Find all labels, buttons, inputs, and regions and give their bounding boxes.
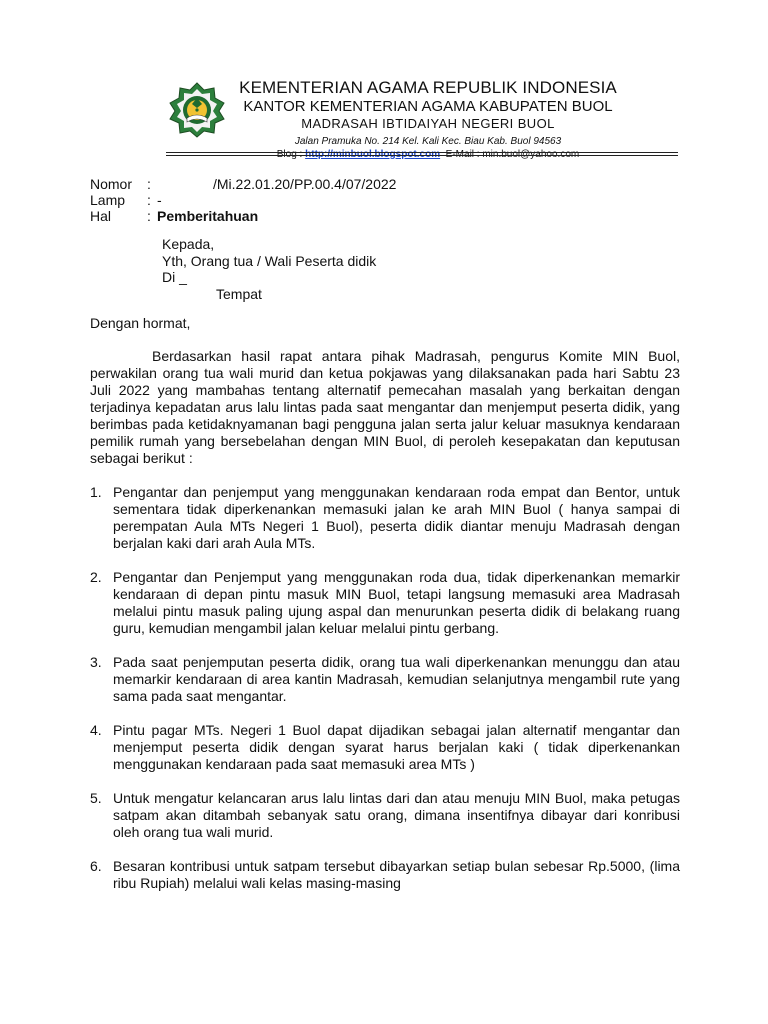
lamp-value: - [157, 192, 162, 208]
list-item-number: 5. [90, 789, 102, 806]
list-item-number: 4. [90, 721, 102, 738]
list-item-text: Pada saat penjemputan peserta didik, orang tua wali diperkenankan menunggu dan atau memarkir kendaraan di area kantin Madrasah, kemudian selanjutnya mengambil rute yang sama pada saat mengantar. [113, 653, 680, 704]
recipient-name: Yth, Orang tua / Wali Peserta didik [162, 252, 377, 269]
hal-colon: : [147, 208, 151, 224]
hal-value: Pemberitahuan [157, 208, 259, 224]
nomor-label: Nomor [90, 176, 133, 192]
nomor-value: /Mi.22.01.20/PP.00.4/07/2022 [213, 176, 397, 192]
list-item-text: Pintu pagar MTs. Negeri 1 Buol dapat dijadikan sebagai jalan alternatif mengantar dan menjemput peserta didik dengan syarat harus berjalan kaki ( tidak diperkenankan menggunakan kendaraan pada saat memasuki area MTs ) [113, 721, 680, 772]
list-item [90, 569, 680, 637]
office-title: KANTOR KEMENTERIAN AGAMA KABUPATEN BUOL [243, 98, 613, 115]
school-name: MADRASAH IBTIDAIYAH NEGERI BUOL [301, 116, 555, 131]
list-item-text: Pengantar dan penjemput yang menggunakan kendaraan roda empat dan Bentor, untuk sementara tidak diperkenankan memasuki jalan ke arah MIN Buol ( hanya sampai di perempatan Aula MTs Negeri 1 Buol), peserta didik diantar menuju Madrasah dengan berjalan kaki dari arah Aula MTs. [113, 483, 680, 551]
email-address: min.buol@yahoo.com [482, 149, 580, 160]
recipient-tempat: Tempat [216, 285, 262, 302]
blog-label: Blog : [276, 149, 306, 160]
letterhead-divider-thin [166, 155, 678, 156]
list-item-number: 1. [90, 483, 102, 500]
recipient-di: Di _ [162, 269, 187, 285]
list-item [90, 484, 680, 552]
list-item-number: 2. [90, 568, 102, 585]
ministry-title: KEMENTERIAN AGAMA REPUBLIK INDONESIA [239, 78, 617, 97]
nomor-colon: : [147, 176, 151, 192]
school-address: Jalan Pramuka No. 214 Kel. Kali Kec. Biau Kab. Buol 94563 [294, 136, 562, 147]
intro-paragraph: Berdasarkan hasil rapat antara pihak Madrasah, pengurus Komite MIN Buol, perwakilan orang tua wali murid dan ketua pokjawas yang dilaksanakan pada hari Sabtu 23 Juli 2022 yang mambahas tentang alternatif pemecahan masalah yang berkaitan dengan terjadinya kepadatan arus lalu lintas pada saat mengantar dan menjemput peserta didik, yang berimbas pada ketidaknyamanan bagi pengguna jalan serta jalur keluar masuknya kendaraan pemilik rumah yang bersebelahan dengan MIN Buol, di peroleh kesepakatan dan keputusan sebagai berikut : [90, 347, 680, 466]
list-item-number: 6. [90, 857, 102, 874]
list-item-number: 3. [90, 653, 102, 670]
recipient-block [162, 236, 680, 302]
decision-list [90, 484, 680, 892]
recipient-kepada: Kepada, [162, 236, 215, 252]
list-item [90, 654, 680, 705]
ministry-of-religion-emblem-icon [166, 82, 228, 138]
hal-row [90, 208, 680, 224]
email-label: E-Mail : [445, 149, 483, 160]
hal-label: Hal [90, 208, 112, 224]
list-item-text: Besaran kontribusi untuk satpam tersebut dibayarkan setiap bulan sebesar Rp.5000, (lima ribu Rupiah) melalui wali kelas masing-masing [113, 857, 680, 891]
list-item-text: Pengantar dan Penjemput yang menggunakan roda dua, tidak diperkenankan memarkir kendaraan di depan pintu masuk MIN Buol, tetapi langsung memasuki area Madrasah melalui pintu masuk paling ujung aspal dan menurunkan peserta didik di belakang ruang guru, kemudian mengambil jalan keluar melalui pintu gerbang. [113, 568, 680, 636]
list-item [90, 790, 680, 841]
greeting: Dengan hormat, [90, 315, 191, 331]
letterhead [228, 78, 628, 161]
lamp-colon: : [147, 192, 151, 208]
list-item [90, 722, 680, 773]
lamp-row [90, 192, 680, 208]
letterhead-divider-thick [166, 152, 678, 153]
lamp-label: Lamp [90, 192, 126, 208]
list-item-text: Untuk mengatur kelancaran arus lalu lintas dari dan atau menuju MIN Buol, maka petugas satpam akan ditambah sebanyak satu orang, dimana insentifnya dibayar dari konribusi oleh orang tua wali murid. [113, 789, 680, 840]
letter-body [90, 176, 680, 909]
blog-link[interactable]: http://minbuol.blogspot.com [305, 149, 441, 160]
nomor-row [90, 176, 680, 192]
list-item [90, 858, 680, 892]
